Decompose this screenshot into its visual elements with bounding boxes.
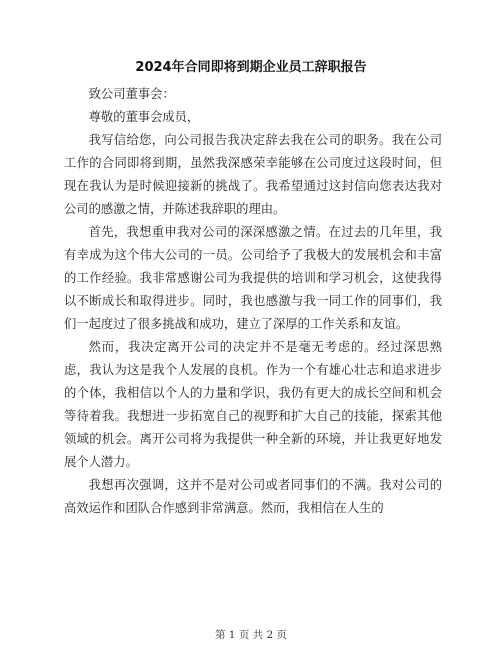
body-paragraph: 然而，我决定离开公司的决定并不是毫无考虑的。经过深思熟虑，我认为这是我个人发展的良机。作为一个有雄心壮志和追求进步的个体，我相信以个人的力量和学识，我仍有更大的成长空间和机会等待着我。我想进一步拓宽自己的视野和扩大自己的技能，探索其他领域的机会。离开公司将为我提供一种全新的环境，并让我更好地发展个人潜力。 (64, 340, 442, 469)
page-number-footer: 第 1 页 共 2 页 (214, 629, 288, 641)
body-paragraph: 首先，我想重申我对公司的深深感激之情。在过去的几年里，我有幸成为这个伟大公司的一员。公司给予了我极大的发展机会和丰富的工作经验。我非常感谢公司为我提供的培训和学习机会，这使我得以不断成长和取得进步。同时，我也感激与我一同工作的同事们，我们一起度过了很多挑战和成功，建立了深厚的工作关系和友谊。 (64, 225, 442, 331)
salutation-line: 致公司董事会： (88, 87, 175, 101)
body-paragraph: 我写信给您，向公司报告我决定辞去我在公司的职务。我在公司工作的合同即将到期，虽然我深感荣幸能够在公司度过这段时间，但现在我认为是时候迎接新的挑战了。我希望通过这封信向您表达我对公司的感激之情，并陈述我辞职的理由。 (64, 133, 442, 216)
greeting-line: 尊敬的董事会成员， (88, 110, 200, 124)
document-title: 2024年合同即将到期企业员工辞职报告 (135, 60, 367, 75)
document-body (64, 83, 442, 520)
body-paragraph: 我想再次强调，这并不是对公司或者同事们的不满。我对公司的高效运作和团队合作感到非常满意。然而，我相信在人生的 (64, 478, 442, 515)
